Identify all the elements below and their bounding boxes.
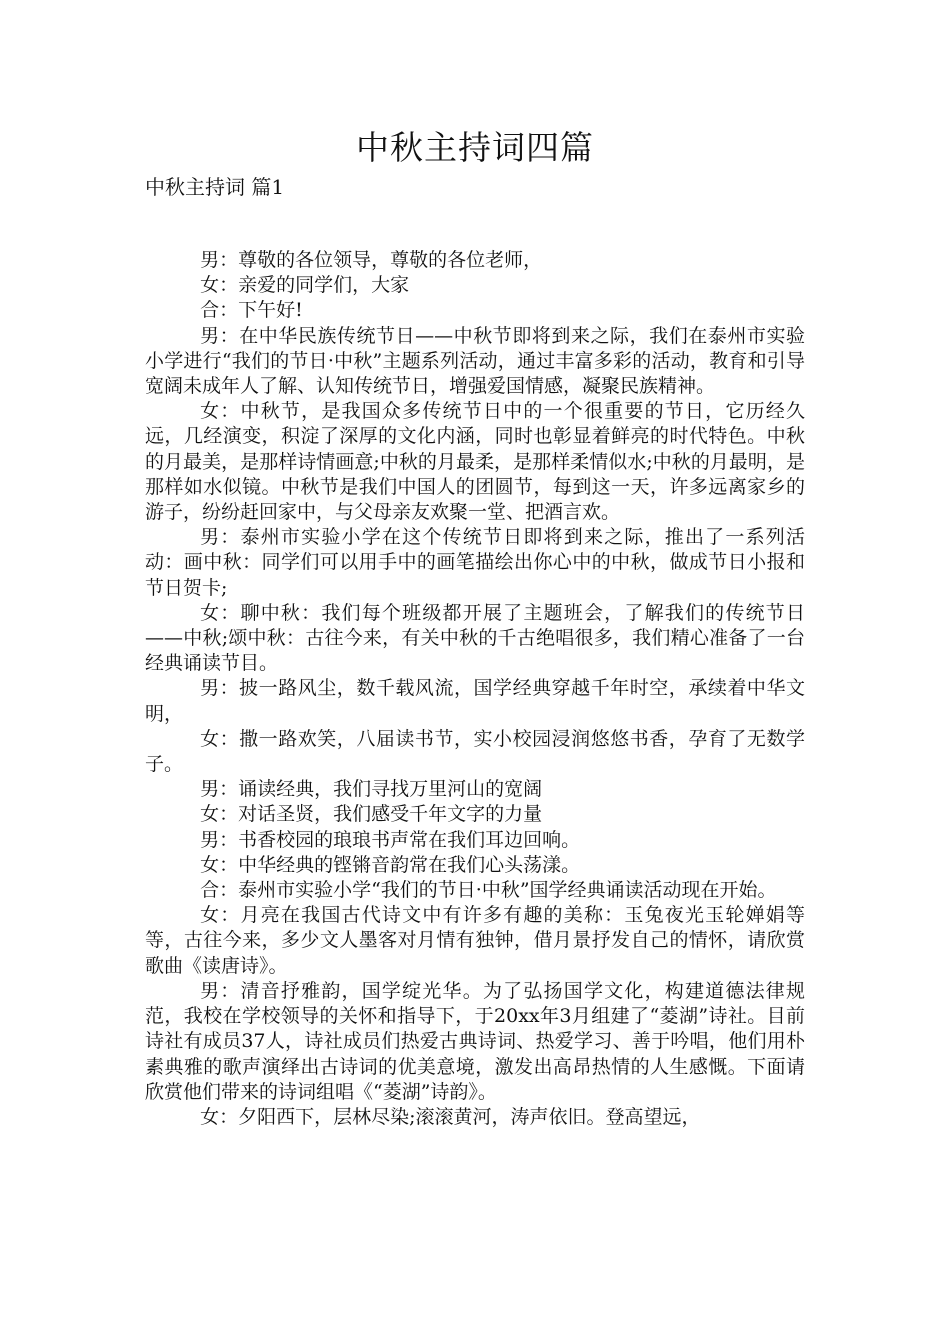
paragraph: 女：夕阳西下，层林尽染;滚滚黄河，涛声依旧。登高望远， — [200, 1105, 701, 1128]
paragraph: 男：在中华民族传统节日——中秋节即将到来之际，我们在泰州市实验小学进行“我们的节日·中秋”主题系列活动，通过丰富多彩的活动，教育和引导宽阔未成年人了解、认知传统节日，增强爱国情感，凝聚民族精神。 — [145, 324, 805, 398]
paragraph: 女：亲爱的同学们，大家 — [200, 274, 410, 297]
paragraph: 男：尊敬的各位领导，尊敬的各位老师， — [200, 249, 543, 271]
paragraph: 合：泰州市实验小学“我们的节日·中秋”国学经典诵读活动现在开始。 — [200, 879, 777, 902]
paragraph: 男：诵读经典，我们寻找万里河山的宽阔 — [200, 778, 543, 801]
paragraph: 男：披一路风尘，数千载风流，国学经典穿越千年时空，承续着中华文明， — [145, 677, 805, 725]
paragraph: 女：撒一路欢笑，八届读书节，实小校园浸润悠悠书香，孕育了无数学子。 — [145, 727, 805, 776]
paragraph: 合：下午好! — [200, 299, 303, 322]
paragraph: 女：对话圣贤，我们感受千年文字的力量 — [200, 803, 543, 826]
paragraph: 男：清音抒雅韵，国学绽光华。为了弘扬国学文化，构建道德法律规范，我校在学校领导的关怀和指导下，于20xx年3月组建了“菱湖”诗社。目前诗社有成员37人，诗社成员们热爱古典诗词、热爱学习、善于吟唱，他们用朴素典雅的歌声演绎出古诗词的优美意境，激发出高昂热情的人生感慨。下面请欣赏他们带来的诗词组唱《“菱湖”诗韵》。 — [145, 979, 805, 1103]
paragraph: 女：月亮在我国古代诗文中有许多有趣的美称：玉兔夜光玉轮婵娟等等，古往今来，多少文人墨客对月情有独钟，借月景抒发自己的情怀，请欣赏歌曲《读唐诗》。 — [145, 904, 805, 977]
section-heading: 中秋主持词 篇1 — [145, 175, 285, 199]
paragraph: 男：书香校园的琅琅书声常在我们耳边回响。 — [200, 828, 581, 851]
document-title: 中秋主持词四篇 — [356, 128, 594, 167]
paragraph: 男：泰州市实验小学在这个传统节日即将到来之际，推出了一系列活动：画中秋：同学们可以用手中的画笔描绘出你心中的中秋，做成节日小报和节日贺卡; — [145, 526, 805, 599]
paragraph: 女：中秋节，是我国众多传统节日中的一个很重要的节日，它历经久远，几经演变，积淀了深厚的文化内涵，同时也彰显着鲜亮的时代特色。中秋的月最美，是那样诗情画意;中秋的月最柔，是那样柔情似水;中秋的月最明，是那样如水似镜。中秋节是我们中国人的团圆节，每到这一天，许多远离家乡的游子，纷纷赶回家中，与父母亲友欢聚一堂、把酒言欢。 — [145, 400, 805, 524]
paragraph: 女：聊中秋：我们每个班级都开展了主题班会，了解我们的传统节日——中秋;颂中秋：古往今来，有关中秋的千古绝唱很多，我们精心准备了一台经典诵读节目。 — [145, 601, 805, 675]
paragraph: 女：中华经典的铿锵音韵常在我们心头荡漾。 — [200, 853, 581, 876]
document-body — [145, 248, 805, 1130]
